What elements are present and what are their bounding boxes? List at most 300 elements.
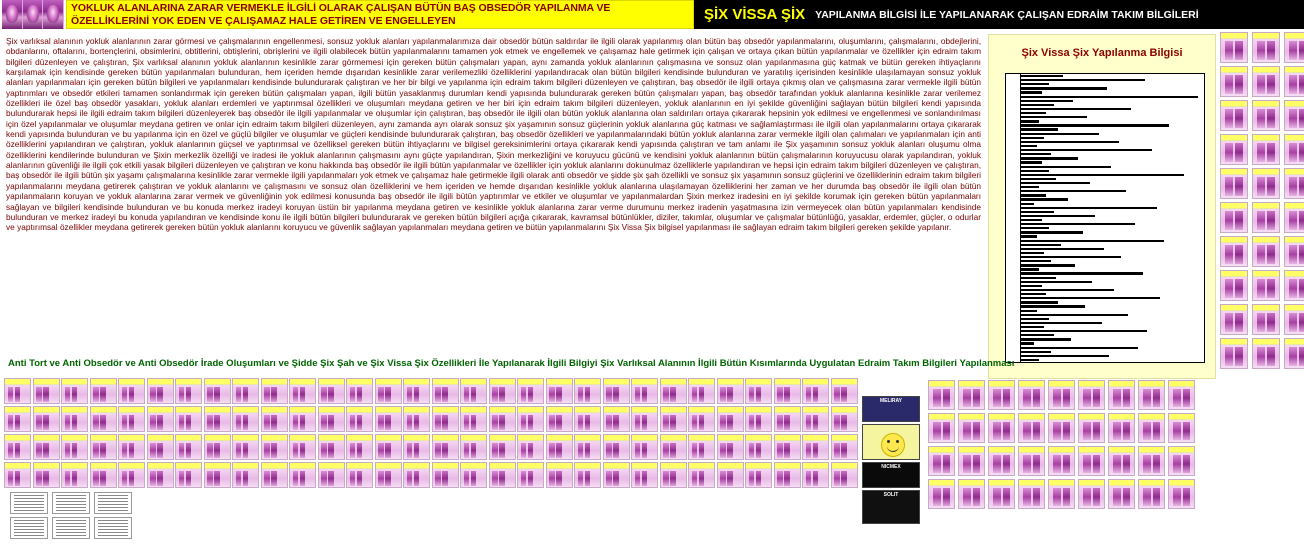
thumbnail-item[interactable]: [1284, 168, 1304, 199]
thumbnail-body: [1285, 345, 1304, 369]
document-thumbnail[interactable]: [10, 492, 48, 514]
thumbnail-item[interactable]: [175, 434, 202, 460]
thumbnail-item[interactable]: [1220, 32, 1248, 63]
thumbnail-item[interactable]: [688, 378, 715, 404]
thumbnail-body: [718, 469, 743, 488]
thumbnail-item[interactable]: [1252, 66, 1280, 97]
thumbnail-item[interactable]: [717, 462, 744, 488]
thumbnail-item[interactable]: [1252, 338, 1280, 369]
document-text-line: [56, 498, 86, 499]
thumbnail-item[interactable]: [204, 462, 231, 488]
thumbnail-item[interactable]: [774, 406, 801, 432]
thumbnail-item[interactable]: [745, 434, 772, 460]
thumbnail-item[interactable]: [928, 413, 955, 443]
thumbnail-item[interactable]: [1220, 338, 1248, 369]
thumbnail-item[interactable]: [1048, 413, 1075, 443]
thumbnail-item[interactable]: [1284, 270, 1304, 301]
thumbnail-body: [959, 387, 984, 410]
thumbnail-item[interactable]: [375, 378, 402, 404]
thumbnail-body: [1109, 420, 1134, 443]
thumbnail-item[interactable]: [175, 462, 202, 488]
thumbnail-body: [490, 469, 515, 488]
thumbnail-item[interactable]: [1108, 380, 1135, 410]
chart-bar: [1020, 120, 1039, 122]
thumbnail-body: [148, 469, 173, 488]
thumbnail-body: [989, 420, 1014, 443]
chart-bar: [1020, 87, 1107, 89]
thumbnail-body: [689, 413, 714, 432]
thumbnail-body: [176, 413, 201, 432]
thumbnail-item[interactable]: [261, 406, 288, 432]
thumbnail-item[interactable]: [660, 462, 687, 488]
thumbnail-item[interactable]: [774, 462, 801, 488]
thumbnail-item[interactable]: [147, 378, 174, 404]
thumbnail-item[interactable]: [802, 462, 829, 488]
chart-bar: [1020, 326, 1044, 328]
thumbnail-body: [1139, 420, 1164, 443]
thumbnail-item[interactable]: [1284, 236, 1304, 267]
thumbnail-item[interactable]: [1220, 134, 1248, 165]
thumbnail-item[interactable]: [660, 378, 687, 404]
document-text-line: [56, 520, 86, 521]
thumbnail-body: [1285, 175, 1304, 199]
thumbnail-item[interactable]: [1138, 446, 1165, 476]
thumbnail-item[interactable]: [261, 378, 288, 404]
thumbnail-body: [1079, 453, 1104, 476]
thumbnail-item[interactable]: [4, 434, 31, 460]
thumbnail-item[interactable]: [958, 479, 985, 509]
thumbnail-body: [718, 385, 743, 404]
thumbnail-body: [1169, 453, 1194, 476]
thumbnail-item[interactable]: [232, 462, 259, 488]
thumbnail-body: [1019, 486, 1044, 509]
thumbnail-item[interactable]: [831, 406, 858, 432]
thumbnail-item[interactable]: [1284, 32, 1304, 63]
thumbnail-item[interactable]: [631, 434, 658, 460]
thumbnail-item[interactable]: [688, 406, 715, 432]
document-text-line: [14, 520, 44, 521]
thumbnail-item[interactable]: [1168, 446, 1195, 476]
thumbnail-body: [1221, 73, 1247, 97]
thumbnail-body: [262, 469, 287, 488]
thumbnail-item[interactable]: [802, 378, 829, 404]
thumbnail-item[interactable]: [61, 462, 88, 488]
thumbnail-body: [929, 387, 954, 410]
thumbnail-item[interactable]: [432, 378, 459, 404]
thumbnail-item[interactable]: [33, 434, 60, 460]
document-text-line: [14, 498, 44, 499]
thumbnail-item[interactable]: [1284, 134, 1304, 165]
thumbnail-item[interactable]: [460, 378, 487, 404]
thumbnail-body: [1221, 141, 1247, 165]
chart-bar: [1020, 301, 1058, 303]
thumbnail-item[interactable]: [346, 378, 373, 404]
thumbnail-body: [1019, 420, 1044, 443]
thumbnail-item[interactable]: [988, 446, 1015, 476]
thumbnail-item[interactable]: [232, 378, 259, 404]
thumbnail-item[interactable]: [1220, 304, 1248, 335]
thumbnail-item[interactable]: [774, 378, 801, 404]
thumbnail-body: [575, 469, 600, 488]
thumbnail-item[interactable]: [988, 380, 1015, 410]
thumbnail-item[interactable]: [4, 406, 31, 432]
thumbnail-item[interactable]: [318, 378, 345, 404]
chart-bar: [1020, 91, 1042, 93]
thumbnail-body: [5, 385, 30, 404]
thumbnail-item[interactable]: [289, 406, 316, 432]
thumbnail-body: [775, 413, 800, 432]
thumbnail-body: [832, 469, 857, 488]
thumbnail-item[interactable]: [774, 434, 801, 460]
thumbnail-item[interactable]: [1078, 413, 1105, 443]
thumbnail-item[interactable]: [745, 378, 772, 404]
thumbnail-item[interactable]: [403, 462, 430, 488]
thumbnail-item[interactable]: [717, 434, 744, 460]
document-text-line: [14, 535, 44, 536]
thumbnail-item[interactable]: [1252, 32, 1280, 63]
thumbnail-body: [119, 385, 144, 404]
thumbnail-item[interactable]: [1078, 380, 1105, 410]
thumbnail-item[interactable]: [802, 406, 829, 432]
thumbnail-body: [746, 441, 771, 460]
thumbnail-item[interactable]: [289, 378, 316, 404]
document-text-line: [56, 504, 86, 505]
thumbnail-item[interactable]: [928, 380, 955, 410]
thumbnail-body: [205, 385, 230, 404]
thumbnail-body: [1049, 453, 1074, 476]
thumbnail-body: [989, 486, 1014, 509]
thumbnail-body: [1285, 107, 1304, 131]
thumbnail-item[interactable]: [175, 406, 202, 432]
thumbnail-item[interactable]: [1252, 304, 1280, 335]
thumbnail-item[interactable]: [1138, 380, 1165, 410]
thumbnail-item[interactable]: [489, 378, 516, 404]
thumbnail-item[interactable]: [1018, 479, 1045, 509]
thumbnail-item[interactable]: [204, 406, 231, 432]
document-text-line: [14, 504, 44, 505]
thumbnail-item[interactable]: [261, 434, 288, 460]
thumbnail-item[interactable]: [660, 434, 687, 460]
thumbnail-item[interactable]: [61, 406, 88, 432]
thumbnail-item[interactable]: [603, 434, 630, 460]
thumbnail-item[interactable]: [546, 434, 573, 460]
thumbnail-item[interactable]: [1018, 380, 1045, 410]
logo-block: [2, 0, 64, 29]
thumbnail-item[interactable]: [90, 406, 117, 432]
thumbnail-body: [689, 469, 714, 488]
thumbnail-item[interactable]: [33, 406, 60, 432]
thumbnail-item[interactable]: [631, 462, 658, 488]
thumbnail-item[interactable]: [574, 378, 601, 404]
thumbnail-item[interactable]: [688, 434, 715, 460]
document-text-line: [14, 526, 44, 527]
thumbnail-item[interactable]: [118, 462, 145, 488]
logo-figure-icon: [23, 0, 44, 29]
thumbnail-item[interactable]: [1018, 446, 1045, 476]
chart-bar: [1020, 272, 1143, 274]
thumbnail-body: [262, 413, 287, 432]
thumbnail-item[interactable]: [1252, 236, 1280, 267]
thumbnail-item[interactable]: [688, 462, 715, 488]
thumbnail-item[interactable]: [204, 434, 231, 460]
thumbnail-item[interactable]: [745, 462, 772, 488]
thumbnail-item[interactable]: [118, 406, 145, 432]
thumbnail-item[interactable]: [232, 434, 259, 460]
thumbnail-item[interactable]: [375, 434, 402, 460]
thumbnail-item[interactable]: [517, 462, 544, 488]
thumbnail-body: [1253, 39, 1279, 63]
thumbnail-item[interactable]: [147, 406, 174, 432]
thumbnail-item[interactable]: [745, 406, 772, 432]
thumbnail-item[interactable]: [546, 462, 573, 488]
thumbnail-item[interactable]: [432, 406, 459, 432]
thumbnail-body: [547, 469, 572, 488]
chart-bar: [1020, 145, 1037, 147]
chart-bar: [1020, 314, 1128, 316]
thumbnail-body: [803, 441, 828, 460]
chart-bar: [1020, 305, 1085, 307]
thumbnail-item[interactable]: [61, 434, 88, 460]
thumbnail-body: [746, 469, 771, 488]
chart-bar: [1020, 252, 1044, 254]
poster-item: [862, 490, 920, 524]
chart-bar: [1020, 256, 1121, 258]
thumbnail-body: [376, 385, 401, 404]
thumbnail-item[interactable]: [90, 378, 117, 404]
thumbnail-item[interactable]: [489, 434, 516, 460]
chart-bar: [1020, 194, 1046, 196]
thumbnail-item[interactable]: [204, 378, 231, 404]
thumbnail-body: [989, 387, 1014, 410]
thumbnail-body: [34, 385, 59, 404]
thumbnail-body: [575, 385, 600, 404]
thumbnail-item[interactable]: [1284, 304, 1304, 335]
chart-bar: [1020, 75, 1063, 77]
thumbnail-body: [62, 385, 87, 404]
thumbnail-item[interactable]: [1252, 134, 1280, 165]
chart-bar: [1020, 281, 1092, 283]
thumbnail-body: [604, 385, 629, 404]
thumbnail-item[interactable]: [831, 378, 858, 404]
thumbnail-body: [1109, 486, 1134, 509]
thumbnail-item[interactable]: [261, 462, 288, 488]
thumbnail-item[interactable]: [928, 479, 955, 509]
thumbnail-body: [290, 385, 315, 404]
thumbnail-body: [1285, 141, 1304, 165]
thumbnail-item[interactable]: [1078, 446, 1105, 476]
thumbnail-item[interactable]: [346, 406, 373, 432]
thumbnail-item[interactable]: [603, 462, 630, 488]
thumbnail-item[interactable]: [517, 406, 544, 432]
thumbnail-item[interactable]: [1252, 270, 1280, 301]
thumbnail-item[interactable]: [289, 462, 316, 488]
chart-bar: [1020, 79, 1145, 81]
thumbnail-item[interactable]: [1284, 100, 1304, 131]
thumbnail-item[interactable]: [1252, 100, 1280, 131]
thumbnail-item[interactable]: [318, 462, 345, 488]
thumbnail-item[interactable]: [61, 378, 88, 404]
poster-label: MELIRAY: [879, 398, 903, 404]
chart-bar: [1020, 248, 1104, 250]
thumbnail-body: [661, 385, 686, 404]
thumbnail-body: [319, 441, 344, 460]
thumbnail-body: [5, 469, 30, 488]
thumbnail-item[interactable]: [958, 413, 985, 443]
thumbnail-body: [661, 469, 686, 488]
thumbnail-item[interactable]: [318, 434, 345, 460]
thumbnail-body: [404, 385, 429, 404]
thumbnail-item[interactable]: [517, 434, 544, 460]
thumbnail-item[interactable]: [403, 378, 430, 404]
thumbnail-item[interactable]: [928, 446, 955, 476]
thumbnail-item[interactable]: [1284, 338, 1304, 369]
thumbnail-item[interactable]: [1220, 168, 1248, 199]
thumbnail-item[interactable]: [1168, 413, 1195, 443]
thumbnail-item[interactable]: [1220, 202, 1248, 233]
thumbnail-item[interactable]: [1078, 479, 1105, 509]
thumbnail-body: [490, 413, 515, 432]
thumbnail-body: [34, 469, 59, 488]
thumbnail-item[interactable]: [1138, 413, 1165, 443]
thumbnail-item[interactable]: [958, 446, 985, 476]
thumbnail-item[interactable]: [460, 434, 487, 460]
thumbnail-item[interactable]: [147, 434, 174, 460]
thumbnail-item[interactable]: [1284, 202, 1304, 233]
thumbnail-item[interactable]: [1220, 100, 1248, 131]
thumbnail-item[interactable]: [489, 406, 516, 432]
document-text-line: [98, 501, 128, 502]
document-thumbnail[interactable]: [94, 517, 132, 539]
thumbnail-item[interactable]: [546, 378, 573, 404]
thumbnail-body: [376, 441, 401, 460]
document-text-line: [98, 498, 128, 499]
chart-bar: [1020, 318, 1049, 320]
thumbnail-item[interactable]: [1220, 270, 1248, 301]
thumbnail-item[interactable]: [118, 434, 145, 460]
smiley-face-icon: [881, 433, 905, 457]
thumbnail-item[interactable]: [1108, 446, 1135, 476]
thumbnail-item[interactable]: [175, 378, 202, 404]
document-text-line: [14, 501, 44, 502]
thumbnail-item[interactable]: [1108, 479, 1135, 509]
thumbnail-item[interactable]: [660, 406, 687, 432]
thumbnail-item[interactable]: [1048, 380, 1075, 410]
thumbnail-item[interactable]: [1284, 66, 1304, 97]
thumbnail-item[interactable]: [958, 380, 985, 410]
thumbnail-body: [347, 441, 372, 460]
thumbnail-item[interactable]: [4, 378, 31, 404]
chart-bar: [1020, 149, 1152, 151]
document-thumbnail[interactable]: [52, 517, 90, 539]
thumbnail-item[interactable]: [33, 378, 60, 404]
document-thumbnail[interactable]: [52, 492, 90, 514]
chart-bar: [1020, 198, 1068, 200]
thumbnail-item[interactable]: [432, 434, 459, 460]
thumbnail-item[interactable]: [460, 462, 487, 488]
thumbnail-item[interactable]: [631, 406, 658, 432]
thumbnail-item[interactable]: [831, 434, 858, 460]
thumbnail-body: [34, 413, 59, 432]
section-heading-green: Anti Tort ve Anti Obsedör ve Anti Obsedör İrade Oluşumları ve Şidde Şix Şah ve Şix Vissa Şix Özellikleri İle Yapılanarak İlgili Bilgiyi Şix Varlıksal Alanının İlgili Bütün Kısımlarında Uygulatan Edraim Takım Bilgileri Yapılanması: [8, 358, 1015, 369]
thumbnail-item[interactable]: [489, 462, 516, 488]
thumbnail-item[interactable]: [717, 406, 744, 432]
document-thumbnail[interactable]: [94, 492, 132, 514]
thumbnail-body: [632, 469, 657, 488]
thumbnail-item[interactable]: [1220, 66, 1248, 97]
thumbnail-body: [1285, 73, 1304, 97]
thumbnail-item[interactable]: [831, 462, 858, 488]
thumbnail-item[interactable]: [546, 406, 573, 432]
thumbnail-item[interactable]: [403, 406, 430, 432]
thumbnail-item[interactable]: [375, 406, 402, 432]
chart-bar: [1020, 347, 1138, 349]
thumbnail-item[interactable]: [1168, 479, 1195, 509]
thumbnail-body: [1109, 387, 1134, 410]
thumbnail-item[interactable]: [4, 462, 31, 488]
thumbnail-item[interactable]: [346, 462, 373, 488]
thumbnail-item[interactable]: [403, 434, 430, 460]
thumbnail-item[interactable]: [1048, 479, 1075, 509]
thumbnail-body: [490, 385, 515, 404]
thumbnail-item[interactable]: [603, 406, 630, 432]
thumbnail-item[interactable]: [1252, 168, 1280, 199]
chart-bar: [1020, 104, 1054, 106]
thumbnail-body: [1221, 107, 1247, 131]
thumbnail-item[interactable]: [1138, 479, 1165, 509]
thumbnail-item[interactable]: [346, 434, 373, 460]
thumbnail-item[interactable]: [603, 378, 630, 404]
thumbnail-item[interactable]: [1220, 236, 1248, 267]
thumbnail-body: [1221, 345, 1247, 369]
thumbnail-item[interactable]: [631, 378, 658, 404]
chart-bar: [1020, 355, 1109, 357]
thumbnail-item[interactable]: [289, 434, 316, 460]
thumbnail-body: [661, 441, 686, 460]
thumbnail-item[interactable]: [517, 378, 544, 404]
thumbnail-item[interactable]: [1252, 202, 1280, 233]
thumbnail-item[interactable]: [988, 479, 1015, 509]
thumbnail-item[interactable]: [318, 406, 345, 432]
thumbnail-item[interactable]: [574, 406, 601, 432]
thumbnail-item[interactable]: [717, 378, 744, 404]
thumbnail-item[interactable]: [90, 434, 117, 460]
thumbnail-item[interactable]: [1048, 446, 1075, 476]
thumbnail-item[interactable]: [1108, 413, 1135, 443]
thumbnail-item[interactable]: [988, 413, 1015, 443]
thumbnail-body: [1285, 311, 1304, 335]
document-text-line: [98, 529, 128, 530]
thumbnail-item[interactable]: [90, 462, 117, 488]
thumbnail-item[interactable]: [232, 406, 259, 432]
thumbnail-body: [461, 413, 486, 432]
thumbnail-item[interactable]: [802, 434, 829, 460]
thumbnail-item[interactable]: [432, 462, 459, 488]
thumbnail-item[interactable]: [574, 462, 601, 488]
thumbnail-item[interactable]: [33, 462, 60, 488]
thumbnail-item[interactable]: [574, 434, 601, 460]
thumbnail-item[interactable]: [460, 406, 487, 432]
thumbnail-body: [490, 441, 515, 460]
thumbnail-item[interactable]: [1168, 380, 1195, 410]
poster-item: [862, 462, 920, 488]
thumbnail-body: [1253, 277, 1279, 301]
thumbnail-item[interactable]: [147, 462, 174, 488]
thumbnail-item[interactable]: [1018, 413, 1045, 443]
thumbnail-item[interactable]: [375, 462, 402, 488]
thumbnail-body: [1049, 486, 1074, 509]
document-thumbnail[interactable]: [10, 517, 48, 539]
thumbnail-item[interactable]: [118, 378, 145, 404]
